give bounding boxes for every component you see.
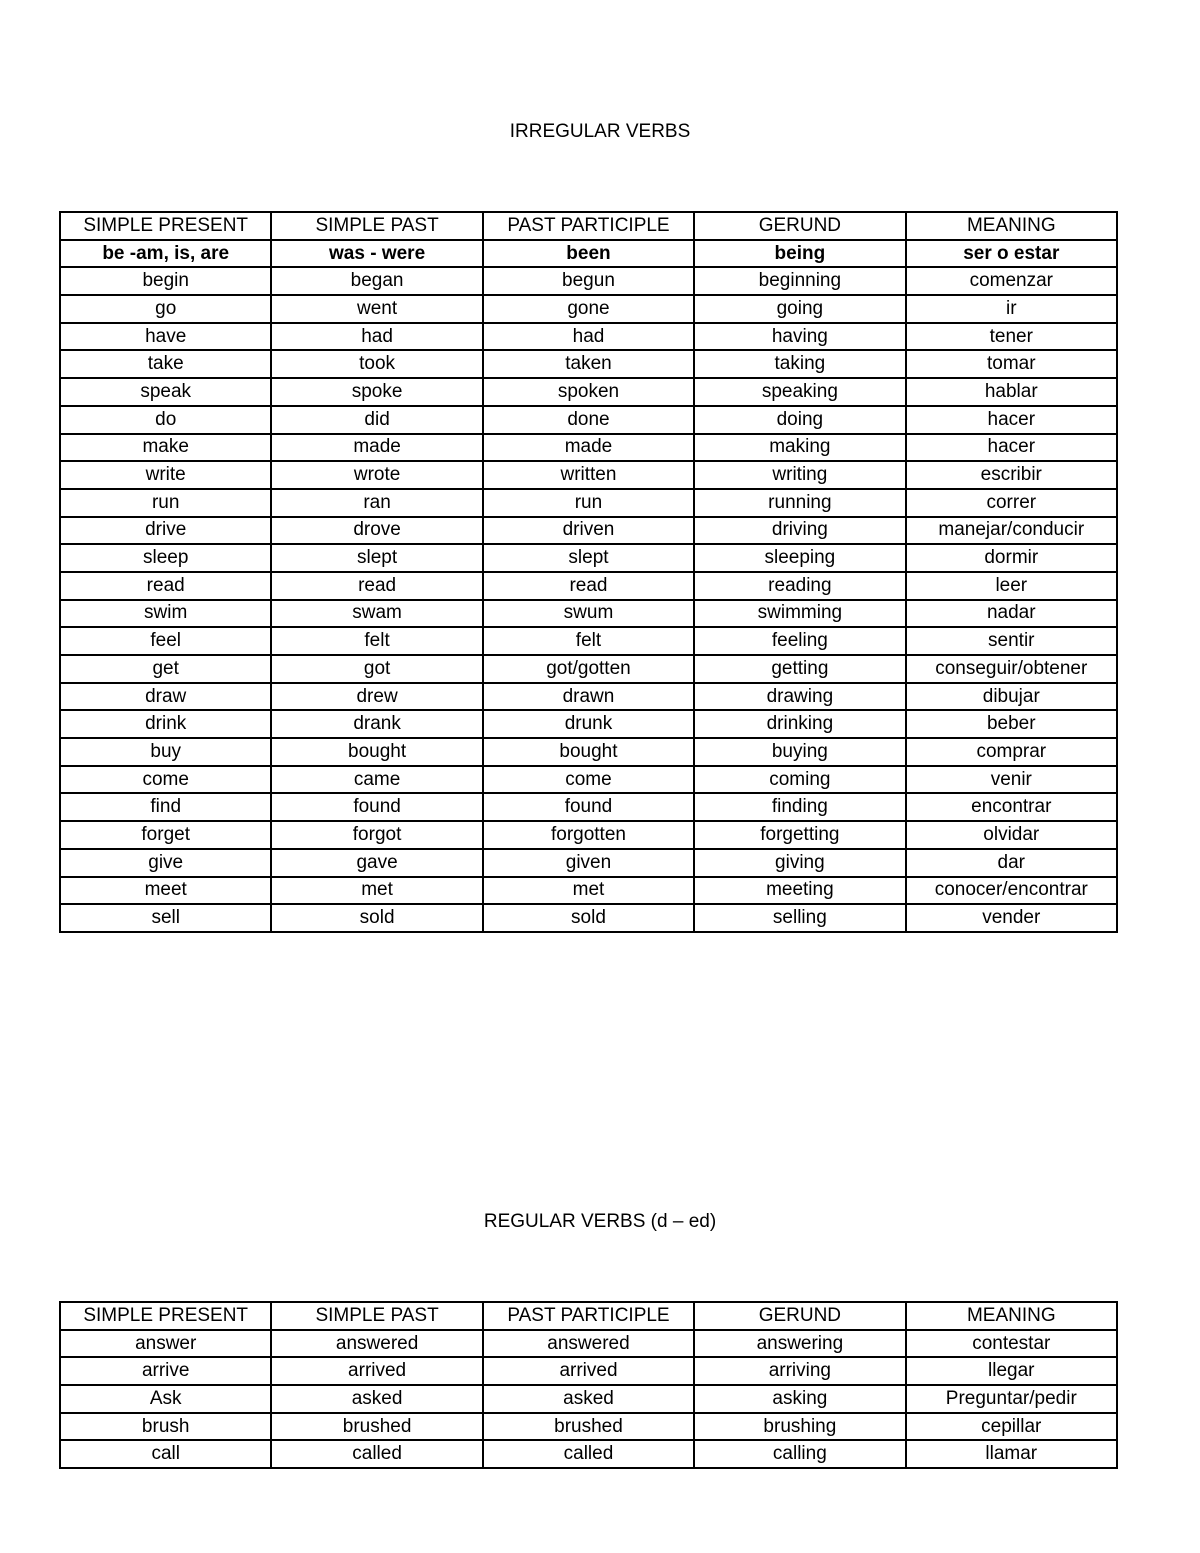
cell-gerund: making — [694, 434, 905, 462]
column-header-meaning: MEANING — [906, 212, 1117, 240]
cell-simple-present: sleep — [60, 544, 271, 572]
cell-simple-present: have — [60, 323, 271, 351]
regular-verbs-table — [59, 1301, 1118, 1469]
cell-gerund: beginning — [694, 267, 905, 295]
cell-simple-past: ran — [271, 489, 482, 517]
cell-past-participle: arrived — [483, 1357, 694, 1385]
cell-meaning: dibujar — [906, 683, 1117, 711]
table-row — [60, 434, 1117, 462]
cell-simple-present: swim — [60, 600, 271, 628]
cell-meaning: Preguntar/pedir — [906, 1385, 1117, 1413]
cell-meaning: sentir — [906, 627, 1117, 655]
cell-meaning: cepillar — [906, 1413, 1117, 1441]
cell-gerund: asking — [694, 1385, 905, 1413]
cell-simple-present: feel — [60, 627, 271, 655]
cell-meaning: encontrar — [906, 793, 1117, 821]
table-row — [60, 710, 1117, 738]
column-header-past-participle: PAST PARTICIPLE — [483, 212, 694, 240]
cell-simple-past: arrived — [271, 1357, 482, 1385]
cell-simple-past: began — [271, 267, 482, 295]
cell-past-participle: spoken — [483, 378, 694, 406]
cell-gerund: drawing — [694, 683, 905, 711]
cell-meaning: correr — [906, 489, 1117, 517]
cell-simple-present: forget — [60, 821, 271, 849]
cell-simple-past: found — [271, 793, 482, 821]
cell-gerund: going — [694, 295, 905, 323]
cell-simple-present: do — [60, 406, 271, 434]
cell-simple-present: give — [60, 849, 271, 877]
irregular-verbs-table — [59, 211, 1118, 933]
irregular-verbs-title: IRREGULAR VERBS — [509, 121, 691, 142]
cell-gerund: finding — [694, 793, 905, 821]
cell-meaning: conseguir/obtener — [906, 655, 1117, 683]
column-header-simple-present: SIMPLE PRESENT — [60, 212, 271, 240]
table-row — [60, 877, 1117, 905]
cell-gerund: driving — [694, 517, 905, 545]
cell-meaning: comprar — [906, 738, 1117, 766]
cell-meaning: venir — [906, 766, 1117, 794]
cell-simple-present: write — [60, 461, 271, 489]
cell-gerund: getting — [694, 655, 905, 683]
cell-past-participle: got/gotten — [483, 655, 694, 683]
cell-simple-present: call — [60, 1440, 271, 1468]
table-row — [60, 295, 1117, 323]
cell-simple-past: spoke — [271, 378, 482, 406]
cell-past-participle: taken — [483, 350, 694, 378]
cell-meaning: hablar — [906, 378, 1117, 406]
cell-gerund: being — [694, 240, 905, 268]
cell-simple-past: felt — [271, 627, 482, 655]
cell-simple-past: drove — [271, 517, 482, 545]
table-row — [60, 461, 1117, 489]
table-row — [60, 544, 1117, 572]
cell-gerund: taking — [694, 350, 905, 378]
column-header-gerund: GERUND — [694, 1302, 905, 1330]
cell-meaning: olvidar — [906, 821, 1117, 849]
cell-past-participle: given — [483, 849, 694, 877]
cell-gerund: meeting — [694, 877, 905, 905]
cell-meaning: comenzar — [906, 267, 1117, 295]
cell-gerund: reading — [694, 572, 905, 600]
cell-meaning: conocer/encontrar — [906, 877, 1117, 905]
cell-past-participle: bought — [483, 738, 694, 766]
table-row — [60, 1440, 1117, 1468]
cell-gerund: arriving — [694, 1357, 905, 1385]
cell-simple-past: swam — [271, 600, 482, 628]
cell-meaning: manejar/conducir — [906, 517, 1117, 545]
cell-simple-past: was - were — [271, 240, 482, 268]
table-row — [60, 627, 1117, 655]
cell-simple-present: buy — [60, 738, 271, 766]
cell-simple-past: slept — [271, 544, 482, 572]
cell-simple-present: go — [60, 295, 271, 323]
column-header-gerund: GERUND — [694, 212, 905, 240]
cell-simple-present: find — [60, 793, 271, 821]
table-row — [60, 489, 1117, 517]
cell-gerund: forgetting — [694, 821, 905, 849]
cell-simple-past: took — [271, 350, 482, 378]
cell-meaning: hacer — [906, 434, 1117, 462]
cell-past-participle: sold — [483, 904, 694, 932]
cell-simple-past: forgot — [271, 821, 482, 849]
cell-simple-present: drive — [60, 517, 271, 545]
cell-simple-past: got — [271, 655, 482, 683]
cell-simple-present: speak — [60, 378, 271, 406]
table-row — [60, 406, 1117, 434]
cell-simple-present: begin — [60, 267, 271, 295]
cell-past-participle: done — [483, 406, 694, 434]
cell-past-participle: begun — [483, 267, 694, 295]
cell-meaning: ir — [906, 295, 1117, 323]
table-row — [60, 267, 1117, 295]
cell-simple-present: read — [60, 572, 271, 600]
cell-meaning: contestar — [906, 1330, 1117, 1358]
cell-meaning: nadar — [906, 600, 1117, 628]
table-header-row — [60, 1302, 1117, 1330]
cell-simple-past: brushed — [271, 1413, 482, 1441]
cell-simple-present: take — [60, 350, 271, 378]
cell-past-participle: felt — [483, 627, 694, 655]
cell-simple-present: drink — [60, 710, 271, 738]
cell-simple-present: make — [60, 434, 271, 462]
cell-gerund: having — [694, 323, 905, 351]
cell-simple-present: arrive — [60, 1357, 271, 1385]
table-row — [60, 738, 1117, 766]
cell-gerund: coming — [694, 766, 905, 794]
cell-meaning: beber — [906, 710, 1117, 738]
cell-meaning: dormir — [906, 544, 1117, 572]
table-row — [60, 683, 1117, 711]
cell-simple-present: Ask — [60, 1385, 271, 1413]
table-row — [60, 849, 1117, 877]
cell-simple-past: answered — [271, 1330, 482, 1358]
cell-past-participle: driven — [483, 517, 694, 545]
cell-meaning: dar — [906, 849, 1117, 877]
cell-simple-past: came — [271, 766, 482, 794]
cell-meaning: leer — [906, 572, 1117, 600]
cell-meaning: tomar — [906, 350, 1117, 378]
cell-meaning: tener — [906, 323, 1117, 351]
cell-past-participle: gone — [483, 295, 694, 323]
cell-gerund: brushing — [694, 1413, 905, 1441]
cell-meaning: escribir — [906, 461, 1117, 489]
column-header-simple-past: SIMPLE PAST — [271, 1302, 482, 1330]
cell-past-participle: run — [483, 489, 694, 517]
cell-gerund: writing — [694, 461, 905, 489]
cell-gerund: calling — [694, 1440, 905, 1468]
table-row — [60, 904, 1117, 932]
table-row — [60, 240, 1117, 268]
column-header-past-participle: PAST PARTICIPLE — [483, 1302, 694, 1330]
cell-past-participle: had — [483, 323, 694, 351]
cell-simple-present: draw — [60, 683, 271, 711]
cell-past-participle: written — [483, 461, 694, 489]
cell-past-participle: answered — [483, 1330, 694, 1358]
cell-past-participle: slept — [483, 544, 694, 572]
cell-past-participle: forgotten — [483, 821, 694, 849]
cell-past-participle: drawn — [483, 683, 694, 711]
table-row — [60, 655, 1117, 683]
cell-simple-past: sold — [271, 904, 482, 932]
cell-gerund: sleeping — [694, 544, 905, 572]
cell-gerund: buying — [694, 738, 905, 766]
cell-simple-present: be -am, is, are — [60, 240, 271, 268]
cell-gerund: speaking — [694, 378, 905, 406]
cell-simple-past: called — [271, 1440, 482, 1468]
table-row — [60, 793, 1117, 821]
cell-simple-past: did — [271, 406, 482, 434]
cell-past-participle: met — [483, 877, 694, 905]
cell-past-participle: made — [483, 434, 694, 462]
cell-simple-past: drank — [271, 710, 482, 738]
cell-meaning: ser o estar — [906, 240, 1117, 268]
cell-simple-past: made — [271, 434, 482, 462]
table-row — [60, 517, 1117, 545]
column-header-simple-present: SIMPLE PRESENT — [60, 1302, 271, 1330]
cell-simple-past: wrote — [271, 461, 482, 489]
cell-gerund: doing — [694, 406, 905, 434]
cell-simple-present: answer — [60, 1330, 271, 1358]
regular-verbs-title: REGULAR VERBS (d – ed) — [483, 1211, 717, 1232]
cell-past-participle: brushed — [483, 1413, 694, 1441]
cell-gerund: running — [694, 489, 905, 517]
cell-simple-present: brush — [60, 1413, 271, 1441]
cell-simple-present: come — [60, 766, 271, 794]
cell-meaning: llegar — [906, 1357, 1117, 1385]
cell-simple-past: met — [271, 877, 482, 905]
cell-gerund: answering — [694, 1330, 905, 1358]
table-row — [60, 323, 1117, 351]
table-row — [60, 600, 1117, 628]
cell-simple-past: gave — [271, 849, 482, 877]
cell-gerund: drinking — [694, 710, 905, 738]
table-row — [60, 1357, 1117, 1385]
table-row — [60, 1330, 1117, 1358]
column-header-simple-past: SIMPLE PAST — [271, 212, 482, 240]
table-row — [60, 821, 1117, 849]
table-row — [60, 1413, 1117, 1441]
cell-simple-past: had — [271, 323, 482, 351]
cell-past-participle: been — [483, 240, 694, 268]
table-row — [60, 378, 1117, 406]
cell-past-participle: read — [483, 572, 694, 600]
cell-simple-past: asked — [271, 1385, 482, 1413]
cell-past-participle: called — [483, 1440, 694, 1468]
cell-simple-present: meet — [60, 877, 271, 905]
cell-simple-present: sell — [60, 904, 271, 932]
table-row — [60, 766, 1117, 794]
cell-past-participle: asked — [483, 1385, 694, 1413]
table-row — [60, 572, 1117, 600]
table-row — [60, 350, 1117, 378]
cell-gerund: feeling — [694, 627, 905, 655]
cell-past-participle: come — [483, 766, 694, 794]
cell-past-participle: found — [483, 793, 694, 821]
column-header-meaning: MEANING — [906, 1302, 1117, 1330]
cell-simple-past: read — [271, 572, 482, 600]
cell-meaning: llamar — [906, 1440, 1117, 1468]
table-row — [60, 1385, 1117, 1413]
cell-simple-present: run — [60, 489, 271, 517]
cell-past-participle: swum — [483, 600, 694, 628]
cell-past-participle: drunk — [483, 710, 694, 738]
cell-gerund: giving — [694, 849, 905, 877]
cell-gerund: selling — [694, 904, 905, 932]
table-header-row — [60, 212, 1117, 240]
cell-simple-past: drew — [271, 683, 482, 711]
cell-simple-present: get — [60, 655, 271, 683]
cell-meaning: vender — [906, 904, 1117, 932]
cell-meaning: hacer — [906, 406, 1117, 434]
cell-gerund: swimming — [694, 600, 905, 628]
cell-simple-past: bought — [271, 738, 482, 766]
cell-simple-past: went — [271, 295, 482, 323]
